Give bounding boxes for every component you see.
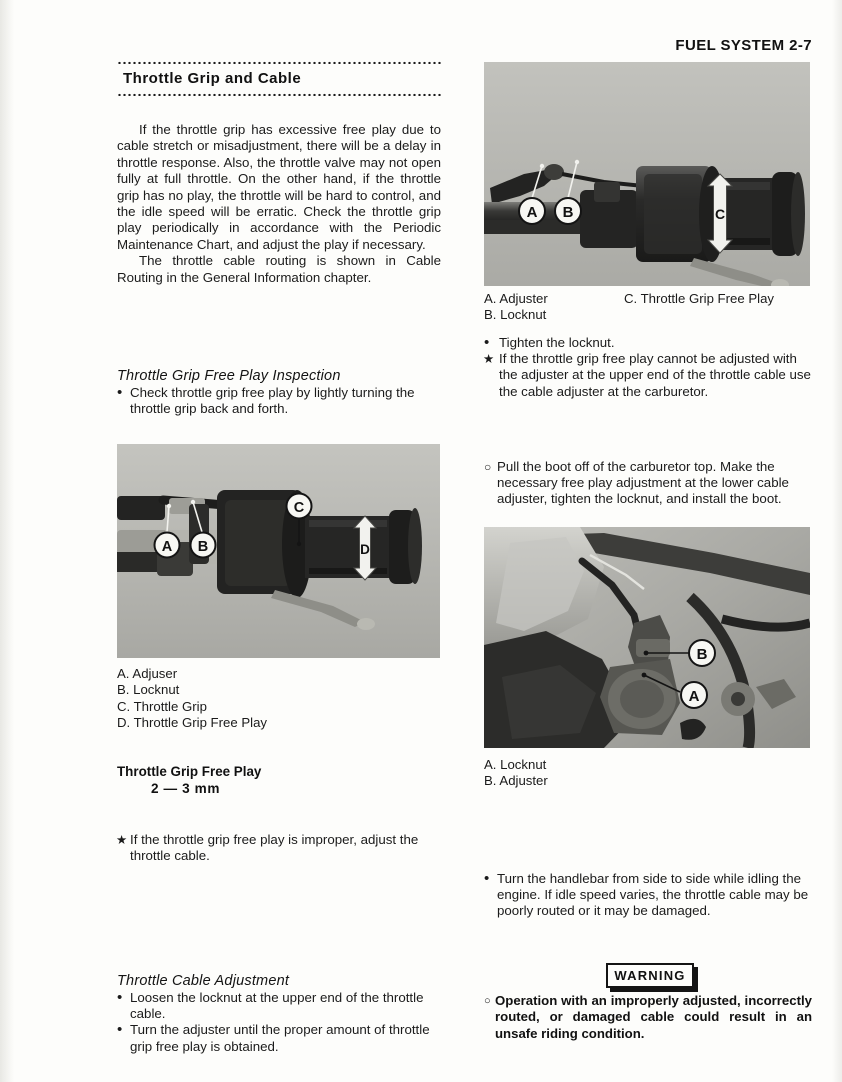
legend-item: B. Adjuster <box>484 773 548 789</box>
list-item <box>117 1022 441 1054</box>
intro-paragraph-2: The throttle cable routing is shown in Cable Routing in the General Information chapter. <box>117 253 441 285</box>
bullet-circle-icon: ○ <box>484 995 491 1007</box>
spec-block <box>117 764 441 796</box>
legend-item: A. Adjuser <box>117 666 178 681</box>
svg-text:A: A <box>688 688 700 705</box>
warning-body <box>484 993 812 1042</box>
warning-label: WARNING <box>614 968 686 983</box>
figure1-legend-row-2 <box>484 307 812 323</box>
warning-header <box>484 963 812 993</box>
intro-text <box>117 122 441 286</box>
list-item <box>484 459 812 508</box>
figure-throttle-grip-detail-image <box>117 444 440 658</box>
boot-note-list <box>484 459 812 508</box>
intro-paragraph-1: If the throttle grip has excessive free play due to cable stretch or misadjustment, there will be a delay in throttle response. Also, the throttle valve may not open fully at full throttle. On the other hand, if the throttle grip has no play, the throttle will be hard to control, and the idle speed will be erratic. Check the throttle grip play periodically in accordance with the Periodic Maintenance Chart, and adjust the play if necessary. <box>117 122 441 252</box>
figure1-legend <box>484 291 812 324</box>
svg-text:B: B <box>197 539 209 555</box>
svg-text:C: C <box>293 500 305 516</box>
warning-badge <box>606 963 694 988</box>
list-item <box>117 832 441 864</box>
svg-text:A: A <box>161 539 173 555</box>
list-item <box>484 351 812 400</box>
handlebar-note-list <box>484 871 812 920</box>
list-item-label: Check throttle grip free play by lightly turning the throttle grip back and forth. <box>130 385 415 417</box>
legend-item: B. Locknut <box>484 307 547 323</box>
svg-text:B: B <box>562 204 574 221</box>
svg-text:B: B <box>696 646 708 663</box>
legend-item: D. Throttle Grip Free Play <box>117 715 267 731</box>
tighten-steps-list <box>484 335 812 400</box>
bullet-dot-icon: • <box>484 870 490 887</box>
bullet-dot-icon: • <box>117 384 123 401</box>
bullet-dot-icon: • <box>484 334 490 351</box>
figure-throttle-grip-top-image <box>484 62 810 286</box>
page-title: Throttle Grip and Cable <box>123 70 302 87</box>
figure-carburetor-adjuster-image <box>484 527 810 748</box>
list-item <box>117 990 441 1022</box>
spec-value: 2 — 3 mm <box>151 781 221 796</box>
svg-text:A: A <box>526 204 538 221</box>
bullet-star-icon: ★ <box>483 352 495 367</box>
list-item <box>484 335 812 351</box>
figure2-legend <box>117 666 441 732</box>
adjustment-heading: Throttle Cable Adjustment <box>117 973 290 989</box>
improper-note-list <box>117 832 441 864</box>
legend-item: A. Locknut <box>484 757 547 772</box>
list-item-label: Tighten the locknut. <box>499 335 615 350</box>
legend-item: C. Throttle Grip Free Play <box>624 291 774 306</box>
list-item-label: Turn the adjuster until the proper amount of throttle grip free play is obtained. <box>130 1022 430 1054</box>
handlebar-note-block <box>484 871 812 920</box>
adjustment-section <box>117 973 441 1055</box>
inspection-section <box>117 368 441 417</box>
dotted-rule-top <box>117 60 441 64</box>
list-item-label: Loosen the locknut at the upper end of the throttle cable. <box>130 990 424 1022</box>
legend-item: A. Adjuster <box>484 291 548 306</box>
svg-text:D: D <box>360 542 370 557</box>
tighten-steps <box>484 335 812 400</box>
bullet-dot-icon: • <box>117 989 123 1006</box>
bullet-star-icon: ★ <box>116 833 128 847</box>
figure-carburetor-adjuster <box>484 527 810 748</box>
figure-throttle-grip-detail <box>117 444 440 658</box>
spec-label: Throttle Grip Free Play <box>117 764 262 779</box>
bullet-circle-icon: ○ <box>484 460 492 474</box>
list-item <box>117 385 441 417</box>
legend-item: B. Locknut <box>117 682 180 698</box>
figure-throttle-grip-top <box>484 62 810 286</box>
list-item-label: Turn the handlebar from side to side while idling the engine. If idle speed varies, the throttle cable may be poorly routed or it may be damaged. <box>497 871 809 919</box>
boot-note-block <box>484 459 812 508</box>
figure1-legend-row-1 <box>484 291 812 307</box>
section-heading-group <box>117 60 441 96</box>
warning-block <box>484 963 812 1042</box>
list-item-label: Pull the boot off of the carburetor top. Make the necessary free play adjustment at the lower cable adjuster, tighten the locknut, and install the boot. <box>497 459 789 507</box>
running-head: FUEL SYSTEM 2-7 <box>675 37 812 54</box>
list-item-label: If the throttle grip free play is improper, adjust the throttle cable. <box>130 832 419 864</box>
bullet-dot-icon: • <box>117 1021 123 1039</box>
list-item <box>484 871 812 920</box>
list-item-label: If the throttle grip free play cannot be adjusted with the adjuster at the upper end of the throttle cable use the cable adjuster at the carburetor. <box>499 351 811 399</box>
figure3-legend <box>484 757 812 790</box>
dotted-rule-bottom <box>117 92 441 96</box>
svg-text:C: C <box>714 206 726 222</box>
improper-note-block <box>117 832 441 864</box>
inspection-steps <box>117 385 441 417</box>
legend-item: C. Throttle Grip <box>117 698 207 714</box>
adjustment-steps <box>117 990 441 1055</box>
inspection-heading: Throttle Grip Free Play Inspection <box>117 368 341 384</box>
warning-body-text: Operation with an improperly adjusted, incorrectly routed, or damaged cable could result in an unsafe riding condition. <box>495 993 812 1041</box>
